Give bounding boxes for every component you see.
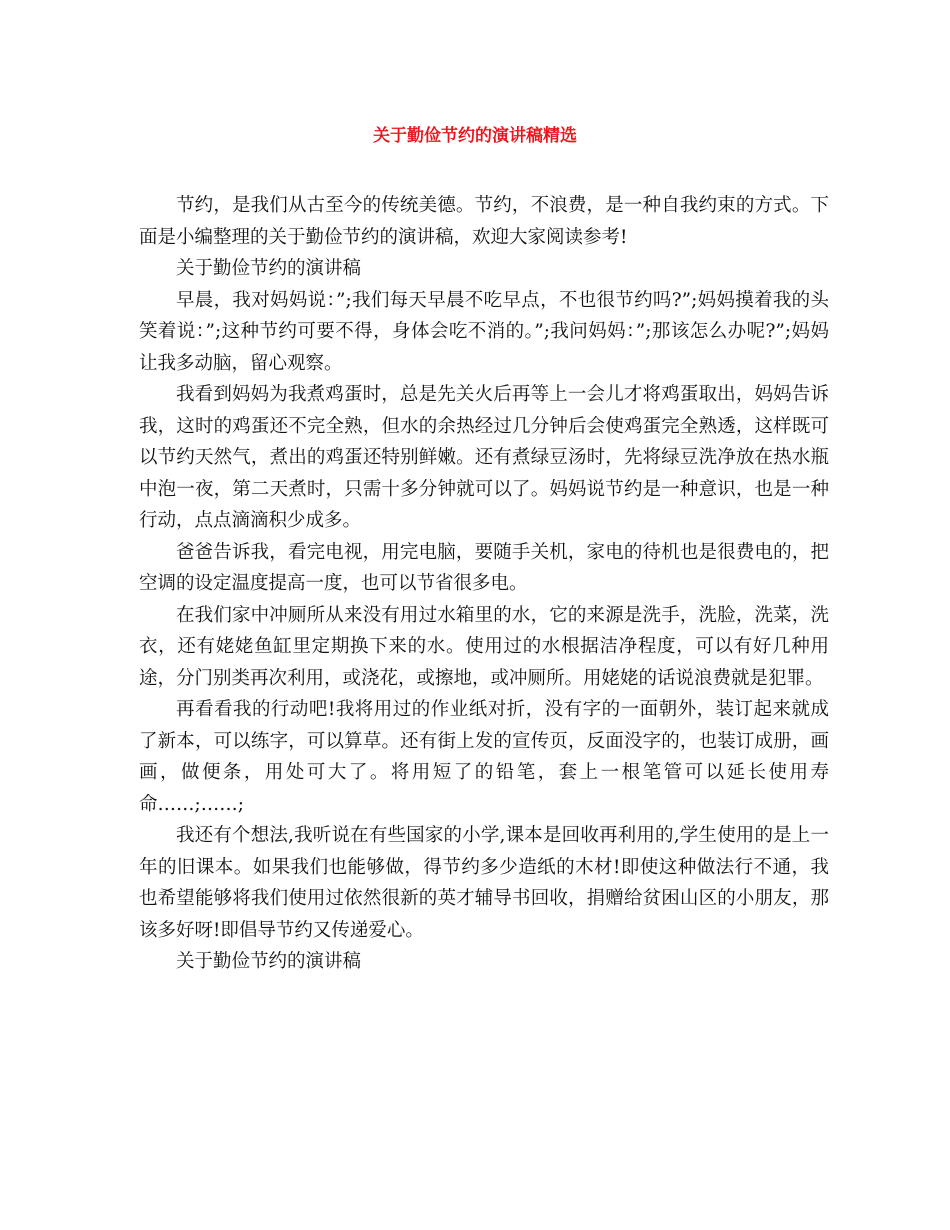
intro-paragraph: 节约，是我们从古至今的传统美德。节约，不浪费，是一种自我约束的方式。下面是小编整理的关于勤俭节约的演讲稿，欢迎大家阅读参考! <box>139 195 829 248</box>
body-paragraph: 早晨，我对妈妈说：”;我们每天早晨不吃早点，不也很节约吗?”;妈妈摸着我的头笑着说：”;这种节约可要不得，身体会吃不消的。”;我问妈妈：”;那该怎么办呢?”;妈妈让我多动脑，留心观察。 <box>139 289 829 374</box>
document-title: 关于勤俭节约的演讲稿精选 <box>373 126 577 146</box>
body-paragraph: 我还有个想法,我听说在有些国家的小学,课本是回收再利用的,学生使用的是上一年的旧课本。如果我们也能够做，得节约多少造纸的木材!即使这种做法行不通，我也希望能够将我们使用过依然很新的英才辅导书回收，捐赠给贫困山区的小朋友，那该多好呀!即倡导节约又传递爱心。 <box>139 825 829 941</box>
document-body <box>139 190 829 978</box>
body-paragraph: 在我们家中冲厕所从来没有用过水箱里的水，它的来源是洗手，洗脸，洗菜，洗衣，还有姥姥鱼缸里定期换下来的水。使用过的水根据洁净程度，可以有好几种用途，分门别类再次利用，或浇花，或擦地，或冲厕所。用姥姥的话说浪费就是犯罪。 <box>139 604 829 689</box>
body-paragraph: 再看看我的行动吧!我将用过的作业纸对折，没有字的一面朝外，装订起来就成了新本，可以练字，可以算草。还有街上发的宣传页，反面没字的，也装订成册，画画，做便条，用处可大了。将用短了的铅笔，套上一根笔管可以延长使用寿命……;……; <box>139 699 829 815</box>
body-paragraph: 爸爸告诉我，看完电视，用完电脑，要随手关机，家电的待机也是很费电的，把空调的设定温度提高一度，也可以节省很多电。 <box>139 541 829 594</box>
section-heading: 关于勤俭节约的演讲稿 <box>176 951 362 972</box>
body-paragraph: 我看到妈妈为我煮鸡蛋时，总是先关火后再等上一会儿才将鸡蛋取出，妈妈告诉我，这时的鸡蛋还不完全熟，但水的余热经过几分钟后会使鸡蛋完全熟透，这样既可以节约天然气，煮出的鸡蛋还特别鲜嫩。还有煮绿豆汤时，先将绿豆洗净放在热水瓶中泡一夜，第二天煮时，只需十多分钟就可以了。妈妈说节约是一种意识，也是一种行动，点点滴滴积少成多。 <box>139 384 829 531</box>
section-heading: 关于勤俭节约的演讲稿 <box>176 258 362 279</box>
